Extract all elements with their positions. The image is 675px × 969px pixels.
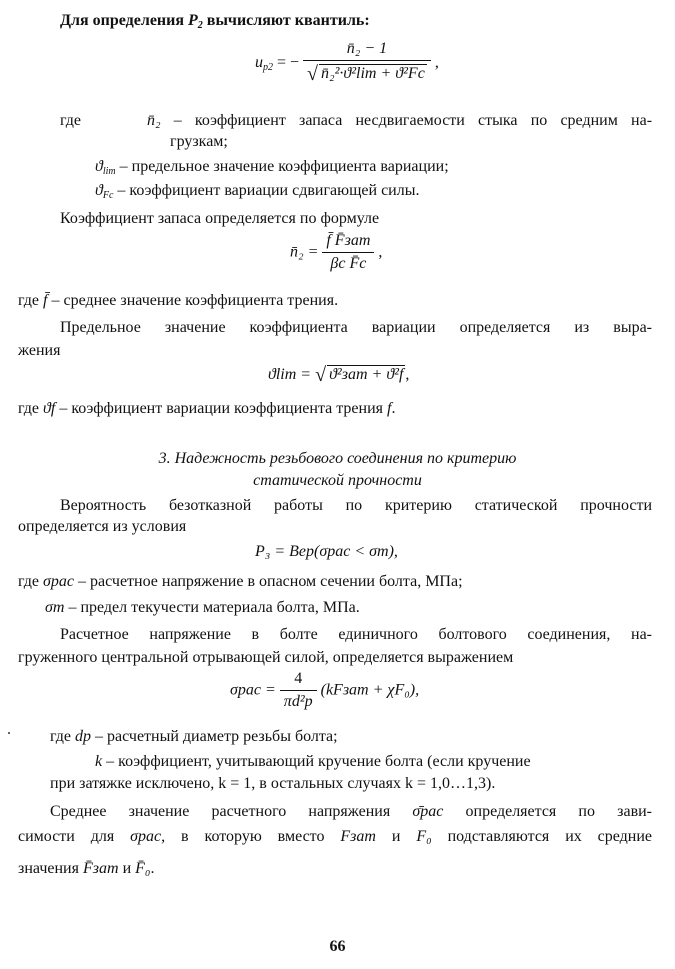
where1-line3 (95, 158, 449, 178)
where1-var: n̄₂ (146, 112, 161, 129)
formula-lim-radicand: ϑ²зат + ϑ²f (329, 366, 404, 383)
intro-var-sub: 2 (197, 20, 203, 31)
prob-line1: Вероятность безотказной работы по критерию статической прочности (60, 497, 652, 514)
theta-lim-sub: lim (102, 166, 116, 177)
where4-var2: σт (45, 599, 65, 616)
mean-l3-end: . (150, 860, 155, 877)
mean-l2-var3: F₀ (416, 828, 432, 845)
where3-prefix: где (18, 400, 40, 417)
where2-prefix: где (18, 292, 40, 309)
where5-line1 (50, 728, 338, 746)
where3-var: ϑf (43, 400, 56, 417)
mean-l3-var: F̄зат (82, 860, 119, 877)
where2-text: – среднее значение коэффициента трения. (51, 292, 339, 309)
mean-l1-a: Среднее значение расчетного напряжения (50, 803, 391, 820)
mean-l2-var: σрас (130, 828, 162, 845)
where4-line1 (18, 573, 463, 591)
mean-l2-var2: Fзат (340, 828, 376, 845)
stress-line1: Расчетное напряжение в болте единичного болтового соединения, на- (60, 626, 652, 643)
where3-text: – коэффициент вариации коэффициента трения (59, 400, 384, 417)
where5-prefix: где (50, 728, 72, 745)
scan-speck (8, 732, 10, 734)
limit-intro-line2: жения (18, 342, 61, 359)
n2-bar: n̄₂² (321, 65, 340, 83)
mean-l2-d: подставляются их средние (447, 828, 653, 845)
formula-n-numerator: f̄ F̄зат (322, 232, 374, 253)
intro-var-letter: P (188, 12, 198, 29)
where4-var: σрас (43, 573, 75, 590)
radical-sign: √ (307, 63, 319, 86)
formula-lim-tail: , (405, 366, 410, 383)
where5-line2 (95, 753, 531, 771)
where1-line2: грузкам; (170, 133, 228, 150)
formula-p3: P₃ = Вер(σрас < σт), (255, 543, 398, 560)
formula-sigma (230, 670, 419, 712)
mean-line1 (50, 803, 652, 821)
theta-fc-sub: Fc (102, 190, 114, 201)
page-number: 66 (329, 938, 346, 955)
formula-n-tail: , (378, 243, 383, 261)
intro-label: Для определения (60, 12, 185, 29)
mean-l1-var: σ̄рас (412, 803, 444, 820)
formula-u-den-text: ϑ²lim + ϑ²Fc (343, 65, 425, 83)
mean-l1-b: определяется по зави- (465, 803, 653, 820)
where4-prefix: где (18, 573, 40, 590)
mean-l3-var2: F̄₀ (135, 860, 151, 877)
where1-line4-text: – коэффициент вариации сдвигающей силы. (117, 182, 420, 199)
formula-quantile (255, 40, 439, 86)
where3-line (18, 400, 395, 418)
where3-var2: f (387, 400, 392, 417)
mean-line2 (18, 828, 652, 846)
section-heading-line1: 3. Надежность резьбового соединения по критерию (158, 450, 517, 467)
where3-end: . (391, 400, 396, 417)
intro-var (188, 12, 203, 29)
formula-u-lhs-sub: p2 (263, 61, 273, 73)
radical-sign-2: √ (315, 364, 327, 386)
where1-line3-text: – предельное значение коэффициента вариации; (119, 158, 449, 175)
where2-line (18, 292, 338, 310)
limit-intro-line1: Предельное значение коэффициента вариации определяется из выра- (60, 319, 652, 336)
stress-line2: груженного центральной отрывающей силой, определяется выражением (18, 649, 514, 666)
formula-sigma-numerator: 4 (280, 670, 317, 691)
theta-fc-letter: ϑ (95, 182, 103, 199)
formula-lim-lhs: ϑlim = (268, 366, 312, 383)
where1-line4 (95, 182, 419, 202)
section-heading-line2: статической прочности (253, 472, 422, 489)
where5-line3: при затяжке исключено, k = 1, в остальных случаях k = 1,0…1,3). (50, 775, 496, 792)
formula-u-radicand: n̄₂²·ϑ²lim + ϑ²Fc (321, 65, 425, 83)
where5-text: – расчетный диаметр резьбы болта; (95, 728, 338, 745)
mean-l2-a: симости для (18, 828, 115, 845)
formula-n-fraction (322, 232, 374, 274)
where1-line1 (60, 112, 652, 130)
formula-u-lhs-letter: u (255, 53, 263, 71)
formula-u-numerator: n̄₂ − 1 (303, 40, 431, 61)
where5-text2: – коэффициент, учитывающий кручение болта (если кручение (106, 753, 531, 770)
theta-lim-letter: ϑ (95, 158, 103, 175)
formula-u-fraction (303, 40, 431, 86)
where4-text2: – предел текучести материала болта, МПа. (68, 599, 360, 616)
formula-sigma-lhs: σрас = (230, 681, 276, 699)
where5-var: dp (75, 728, 92, 745)
formula-n-lhs: n̄₂ = (290, 243, 319, 261)
formula-sigma-denominator: πd²p (283, 693, 313, 711)
mean-l3-b: и (122, 860, 132, 877)
formula-u-lhs (255, 54, 273, 71)
formula-u-eq: = − (277, 53, 300, 71)
formula-u-denominator (303, 61, 431, 86)
formula-n2 (290, 232, 382, 274)
coef-intro: Коэффициент запаса определяется по формуле (60, 210, 380, 227)
where5-var2: k (95, 753, 103, 770)
theta-lim (95, 158, 116, 175)
where4-line2 (45, 599, 360, 617)
where2-var: f̄ (43, 292, 48, 309)
intro-text: вычисляют квантиль: (206, 12, 370, 29)
mean-l2-c: и (391, 828, 401, 845)
formula-n-denominator: βc F̄c (330, 255, 367, 273)
where1-text: – коэффициент запаса несдвигаемости стыка по средним на- (173, 112, 653, 129)
mean-l3-a: значения (18, 860, 79, 877)
formula-sigma-rhs: (kFзат + χF₀), (320, 681, 420, 699)
where4-text: – расчетное напряжение в опасном сечении болта, МПа; (78, 573, 463, 590)
mean-l2-b: , в которую вместо (161, 828, 325, 845)
formula-u-tail: , (434, 53, 439, 71)
intro-line (60, 12, 370, 32)
theta-fc (95, 182, 113, 199)
formula-lim (268, 364, 409, 387)
formula-sigma-fraction (280, 670, 317, 712)
prob-line2: определяется из условия (18, 518, 187, 535)
where1-prefix: где (60, 112, 82, 129)
mean-line3 (18, 860, 154, 878)
